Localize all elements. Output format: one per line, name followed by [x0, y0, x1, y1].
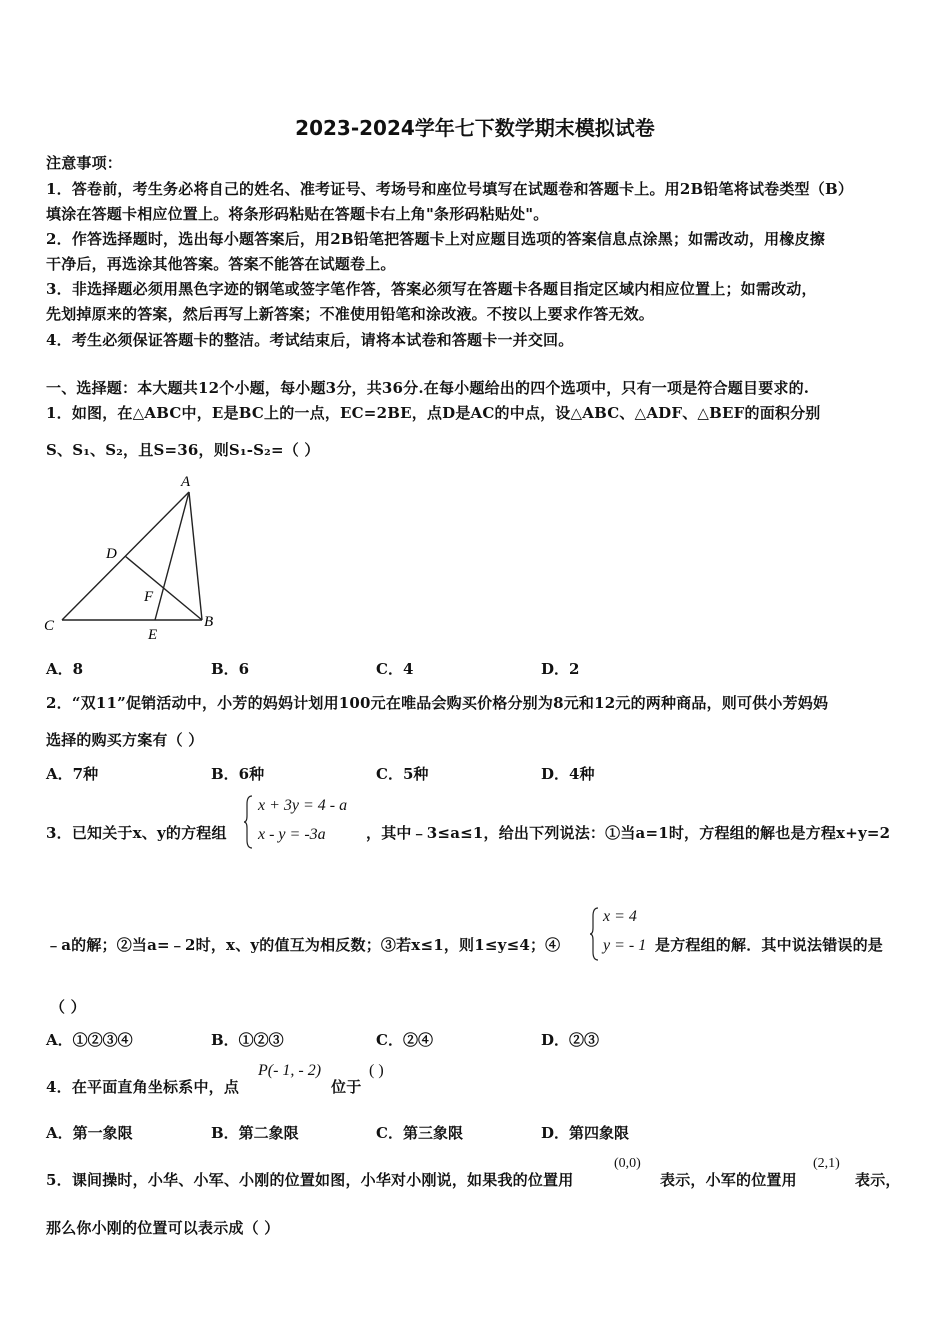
q2-text: 2．“双11”促销活动中，小芳的妈妈计划用100元在唯品会购买价格分别为8元和12元的两种商品，则可供小芳妈妈	[46, 694, 829, 712]
q5-text: 表示，小军的位置用	[660, 1171, 797, 1189]
q2-option-d[interactable]: D．4种	[541, 765, 595, 783]
page-title: 2023-2024学年七下数学期末模拟试卷	[295, 116, 655, 140]
q4-blank: ( )	[369, 1062, 384, 1079]
q4-option-d[interactable]: D．第四象限	[541, 1124, 630, 1142]
notice-line: 1．答卷前，考生务必将自己的姓名、准考证号、考场号和座位号填写在试题卷和答题卡上。用2B铅笔将试卷类型（B）	[46, 180, 854, 198]
q3-option-c[interactable]: C．②④	[376, 1031, 433, 1049]
notice-line: 2．作答选择题时，选出每小题答案后，用2B铅笔把答题卡上对应题目选项的答案信息点涂黑；如需改动，用橡皮擦	[46, 230, 825, 248]
q3-answer-blank: （ ）	[50, 998, 86, 1016]
q3-text: ﹣a的解；②当a=﹣2时，x、y的值互为相反数；③若x≤1，则1≤y≤4；④	[46, 936, 561, 954]
segment-ae	[155, 492, 189, 620]
notice-line: 干净后，再选涂其他答案。答案不能答在试题卷上。	[46, 255, 396, 273]
q3-solution-brace	[590, 906, 600, 962]
q1-text: 1．如图，在△ABC中，E是BC上的一点，EC=2BE，点D是AC的中点，设△ABC、△ADF、△BEF的面积分别	[46, 404, 821, 422]
q4-option-b[interactable]: B．第二象限	[211, 1124, 299, 1142]
q3-equation-2: x - y = -3a	[258, 826, 326, 843]
q3-text: 3．已知关于x、y的方程组	[46, 824, 227, 842]
label-b: B	[204, 614, 214, 630]
q4-option-c[interactable]: C．第三象限	[376, 1124, 463, 1142]
label-f: F	[144, 589, 154, 605]
q5-coord-1: (0,0)	[614, 1156, 641, 1171]
q2-option-a[interactable]: A．7种	[46, 765, 99, 783]
label-c: C	[44, 618, 55, 634]
q3-option-a[interactable]: A．①②③④	[46, 1031, 133, 1049]
notice-line: 4．考生必须保证答题卡的整洁。考试结束后，请将本试卷和答题卡一并交回。	[46, 331, 574, 349]
q4-point: P(- 1, - 2)	[258, 1062, 322, 1079]
label-e: E	[148, 627, 158, 643]
q2-text: 选择的购买方案有（ ）	[46, 731, 204, 749]
q2-option-c[interactable]: C．5种	[376, 765, 429, 783]
q3-brace	[244, 794, 254, 850]
q3-text: ，其中﹣3≤a≤1，给出下列说法：①当a=1时，方程组的解也是方程x+y=2	[366, 824, 891, 842]
q1-option-a[interactable]: A．8	[46, 660, 84, 678]
q5-text: 5．课间操时，小华、小军、小刚的位置如图，小华对小刚说，如果我的位置用	[46, 1171, 574, 1189]
label-a: A	[181, 474, 191, 490]
q3-text: 是方程组的解．其中说法错误的是	[655, 936, 884, 954]
notice-line: 3．非选择题必须用黑色字迹的钢笔或签字笔作答，答案必须写在答题卡各题目指定区域内相应位置上；如需改动，	[46, 280, 817, 298]
q5-coord-2: (2,1)	[813, 1156, 840, 1171]
q1-text: S、S₁、S₂，且S=36，则S₁-S₂=（ ）	[46, 441, 320, 459]
triangle-figure	[40, 470, 230, 645]
notice-line: 先划掉原来的答案，然后再写上新答案；不准使用铅笔和涂改液。不按以上要求作答无效。	[46, 305, 655, 323]
q4-option-a[interactable]: A．第一象限	[46, 1124, 133, 1142]
q3-solution-x: x = 4	[603, 908, 637, 925]
section-heading: 一、选择题：本大题共12个小题，每小题3分，共36分.在每小题给出的四个选项中，只有一项是符合题目要求的.	[46, 379, 810, 397]
q3-option-b[interactable]: B．①②③	[211, 1031, 284, 1049]
q4-text: 位于	[331, 1078, 362, 1096]
q3-equation-1: x + 3y = 4 - a	[258, 797, 348, 814]
notice-line: 填涂在答题卡相应位置上。将条形码粘贴在答题卡右上角"条形码粘贴处"。	[46, 205, 549, 223]
q1-option-c[interactable]: C．4	[376, 660, 414, 678]
notice-heading: 注意事项：	[46, 154, 123, 172]
q3-solution-y: y = - 1	[603, 937, 647, 954]
q3-option-d[interactable]: D．②③	[541, 1031, 600, 1049]
q4-text: 4．在平面直角坐标系中，点	[46, 1078, 240, 1096]
label-d: D	[106, 546, 117, 562]
q5-text: 那么你小刚的位置可以表示成（ ）	[46, 1219, 280, 1237]
q5-text: 表示，	[855, 1171, 901, 1189]
q2-option-b[interactable]: B．6种	[211, 765, 265, 783]
q1-option-b[interactable]: B．6	[211, 660, 250, 678]
side-ab	[189, 492, 202, 620]
q1-option-d[interactable]: D．2	[541, 660, 580, 678]
